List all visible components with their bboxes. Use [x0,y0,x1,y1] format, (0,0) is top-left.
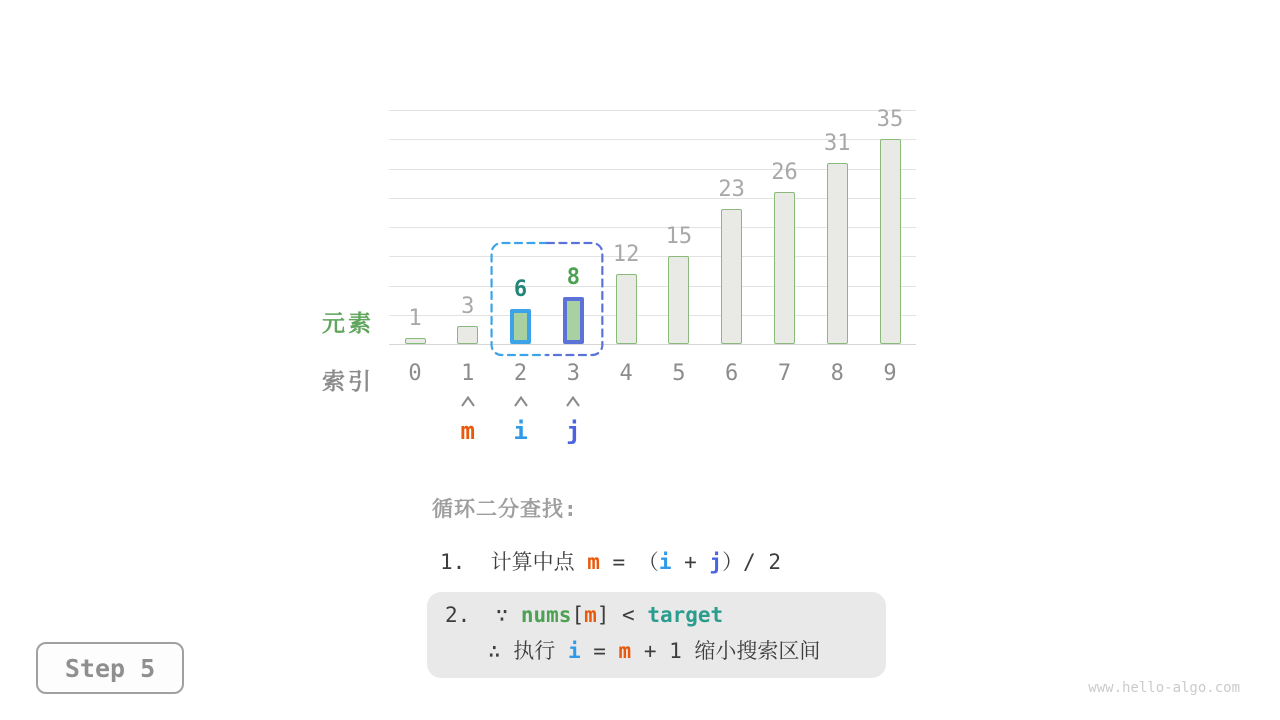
description-heading: 循环二分查找: [432,497,578,521]
step2-text: ] < [596,603,648,627]
pointer-j: j [566,417,581,445]
code-nums: nums [520,603,572,627]
bar-value-label: 6 [513,276,528,302]
step1-text: ）/ 2 [722,550,781,574]
step2-text: = [580,639,619,663]
gridline [389,110,916,111]
bar-value-label: 31 [823,130,851,156]
bar-index-7 [774,192,795,344]
description-step1 [440,549,781,575]
bar-value-label: 35 [876,107,904,133]
bar-value-label: 8 [566,265,580,291]
description-step2-line2 [488,638,820,664]
step1-text: = （ [599,550,659,574]
var-m: m [584,603,597,627]
bar-value-label: 23 [718,177,745,203]
step1-text: + [671,550,710,574]
description-step2-line1 [445,602,723,628]
index-label-4: 4 [619,361,633,386]
bar-index-8 [827,163,848,344]
var-m: m [618,639,632,663]
bar-value-label: 1 [408,306,422,332]
code-target: target [647,603,724,627]
bar-index-3 [563,297,584,344]
index-label-1: 1 [461,361,475,386]
step1-text: 1. 计算中点 [440,550,588,574]
step2-text: ∴ 执行 [488,639,568,663]
bar-index-4 [616,274,637,344]
x-axis-line [389,344,916,345]
index-label-2: 2 [513,361,528,386]
index-label-6: 6 [725,361,739,386]
var-i: i [567,639,581,663]
bar-index-1 [457,326,478,344]
bar-value-label: 15 [665,224,693,250]
bar-value-label: 26 [771,159,798,185]
index-label-7: 7 [777,361,792,386]
axis-label-index: 索引 [322,368,374,394]
pointer-i: i [513,417,528,445]
arrow-up-icon [565,396,581,407]
bar-index-9 [880,139,901,344]
var-m: m [587,550,600,574]
description-step2-box [427,592,886,678]
bar-index-0 [405,338,426,344]
var-i: i [658,550,672,574]
step2-text: 2. ∵ [445,603,521,627]
var-j: j [709,550,723,574]
step2-text: [ [571,603,585,627]
axis-label-element: 元素 [322,310,374,336]
index-label-5: 5 [672,361,686,386]
step2-text: + 1 缩小搜索区间 [631,639,821,663]
index-label-9: 9 [883,361,897,386]
bar-value-label: 12 [612,241,640,267]
index-label-0: 0 [408,361,422,386]
bar-index-5 [668,256,689,344]
arrow-up-icon [460,396,476,407]
index-label-3: 3 [566,361,580,386]
bar-index-2 [510,309,531,344]
website-watermark: www.hello-algo.com [1088,680,1240,696]
bar-value-label: 3 [461,294,475,320]
step-badge: Step 5 [36,642,184,694]
bar-index-6 [721,209,742,344]
index-label-8: 8 [830,361,844,386]
pointer-m: m [460,417,475,445]
arrow-up-icon [513,396,529,407]
